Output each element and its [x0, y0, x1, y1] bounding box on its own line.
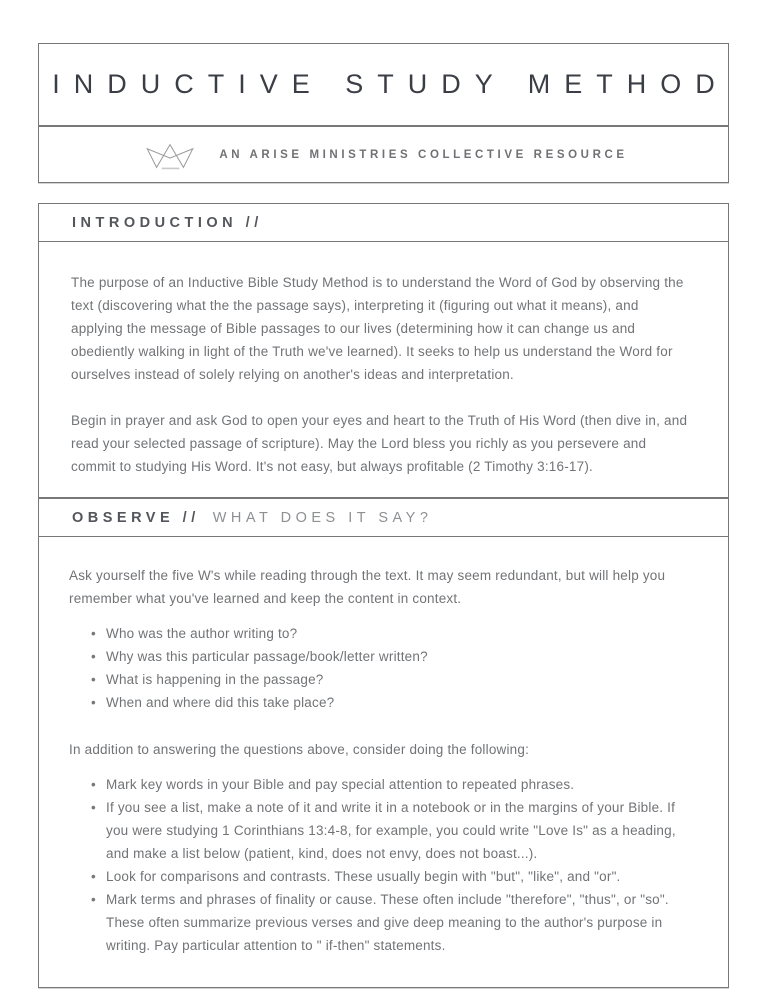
title-row	[39, 44, 728, 127]
list-item: • If you see a list, make a note of it and write it in a notebook or in the margins of your Bible. If you were studying 1 Corinthians 13:4-8, for example, you could write "Love Is" as a heading, and make a list below (patient, kind, does not envy, does not boast...).	[91, 796, 690, 865]
observe-lead: Ask yourself the five W's while reading through the text. It may seem redundant, but will help you remember what you've learned and keep the content in context.	[69, 568, 666, 606]
observe-tips-list	[91, 773, 690, 957]
list-item: • When and where did this take place?	[91, 691, 690, 714]
observe-heading: OBSERVE //	[72, 509, 200, 526]
observe-transition: In addition to answering the questions above, consider doing the following:	[69, 742, 530, 757]
observe-questions-list	[91, 622, 690, 714]
list-item: • Why was this particular passage/book/letter written?	[91, 645, 690, 668]
introduction-heading: INTRODUCTION //	[72, 214, 263, 231]
observe-body	[38, 537, 729, 988]
section-header-introduction	[38, 203, 729, 242]
brand-subtitle: AN ARISE MINISTRIES COLLECTIVE RESOURCE	[219, 148, 628, 161]
document-page	[0, 43, 768, 998]
list-item: • What is happening in the passage?	[91, 668, 690, 691]
observe-heading-question: WHAT DOES IT SAY?	[212, 509, 433, 526]
page-title: INDUCTIVE STUDY METHOD	[52, 69, 729, 99]
section-header-observe	[38, 498, 729, 537]
brand-row	[39, 127, 728, 182]
introduction-paragraph: Begin in prayer and ask God to open your eyes and heart to the Truth of His Word (then dive in, and read your selected passage of scripture). May the Lord bless you richly as you persevere and commit to studying His Word. It's not easy, but always profitable (2 Timothy 3:16-17).	[71, 413, 688, 474]
list-item: • Who was the author writing to?	[91, 622, 690, 645]
introduction-body	[38, 242, 729, 498]
spacer	[0, 183, 768, 203]
list-item: • Mark terms and phrases of finality or cause. These often include "therefore", "thus", or "so". These often summarize previous verses and give deep meaning to the author's purpose in writing. Pay particular attention to " if-then" statements.	[91, 888, 690, 957]
list-item: • Mark key words in your Bible and pay special attention to repeated phrases.	[91, 773, 690, 796]
introduction-paragraph: The purpose of an Inductive Bible Study Method is to understand the Word of God by observing the text (discovering what the the passage says), interpreting it (figuring out what it means), and applying the message of Bible passages to our lives (determining how it can change us and obediently walking in light of the Truth we've learned). It seeks to help us understand the Word for ourselves instead of solely relying on another's ideas and interpretation.	[71, 275, 684, 382]
list-item: • Look for comparisons and contrasts. These usually begin with "but", "like", and "or".	[91, 865, 690, 888]
crown-logo-icon	[139, 135, 201, 175]
header-box	[38, 43, 729, 183]
